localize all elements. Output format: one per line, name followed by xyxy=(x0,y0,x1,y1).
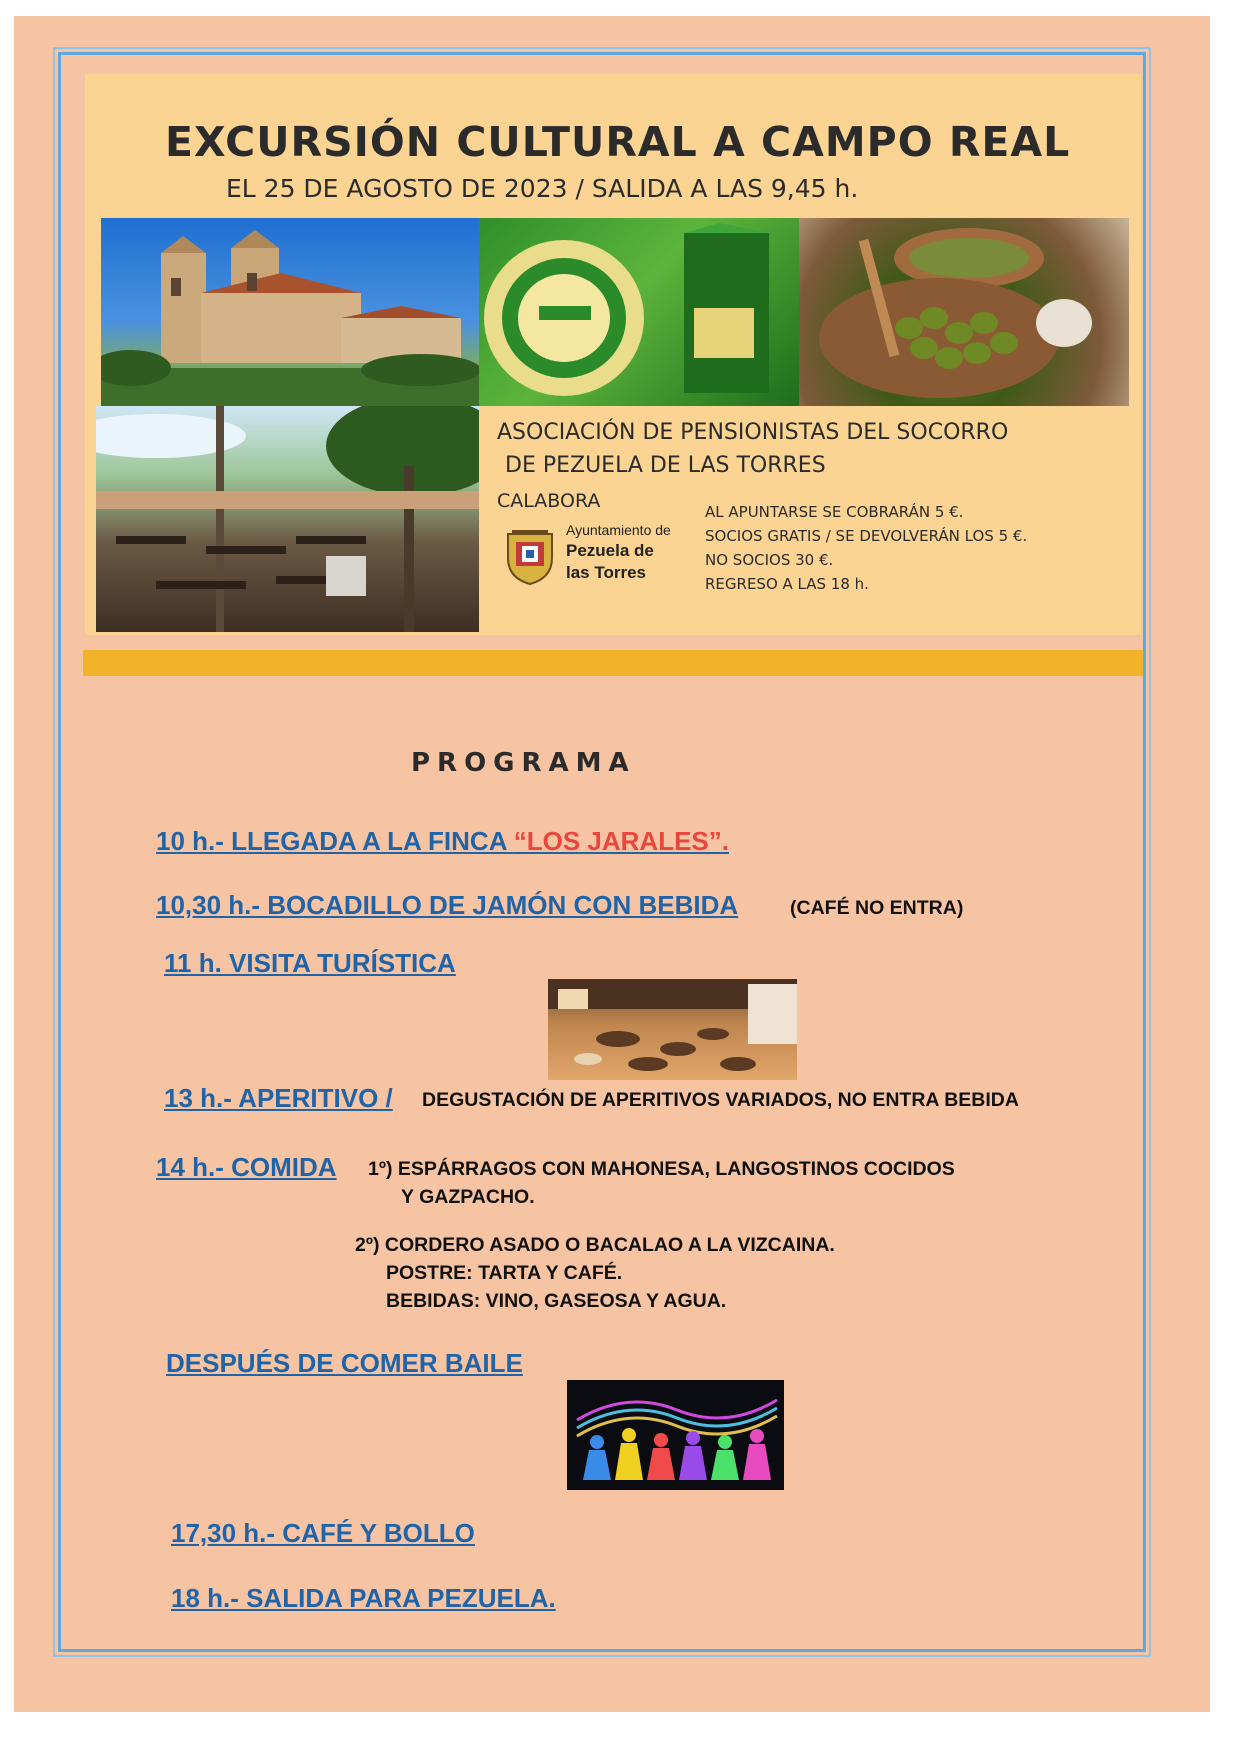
meal-dessert: POSTRE: TARTA Y CAFÉ. xyxy=(386,1262,623,1284)
info-fee: AL APUNTARSE SE COBRARÁN 5 €. xyxy=(705,503,964,521)
arrival-time-text: 10 h.- LLEGADA A LA FINCA xyxy=(156,826,507,856)
meal-drinks: BEBIDAS: VINO, GASEOSA Y AGUA. xyxy=(386,1290,727,1312)
snack-text: 10,30 h.- BOCADILLO DE JAMÓN CON BEBIDA xyxy=(156,890,739,920)
program-item-coffee: 17,30 h.- CAFÉ Y BOLLO xyxy=(171,1518,475,1548)
info-members: SOCIOS GRATIS / SE DEVOLVERÁN LOS 5 €. xyxy=(705,527,1028,545)
logo-text-line-1: Ayuntamiento de xyxy=(566,522,671,538)
info-non-members: NO SOCIOS 30 €. xyxy=(705,551,834,569)
program-item-visit: 11 h. VISITA TURÍSTICA xyxy=(164,948,456,978)
meal-text: 14 h.- COMIDA xyxy=(156,1152,337,1182)
meal-first-course-line-2: Y GAZPACHO. xyxy=(401,1186,535,1208)
church-photo xyxy=(101,218,479,406)
program-item-aperitif xyxy=(164,1083,393,1114)
museum-hall-photo xyxy=(548,979,797,1080)
program-heading: PROGRAMA xyxy=(411,748,636,778)
terrace-photo xyxy=(96,406,479,632)
program-item-departure: 18 h.- SALIDA PARA PEZUELA. xyxy=(171,1583,556,1613)
aperitif-text: 13 h.- APERITIVO xyxy=(164,1083,379,1113)
program-item-meal xyxy=(156,1152,337,1183)
logo-text-line-2: Pezuela de xyxy=(566,541,654,560)
meal-second-course: 2º) CORDERO ASADO O BACALAO A LA VIZCAINA. xyxy=(355,1234,835,1256)
sponsor-name: CALABORA xyxy=(497,490,601,512)
snack-note: (CAFÉ NO ENTRA) xyxy=(790,897,964,919)
meal-first-course-line-1: 1º) ESPÁRRAGOS CON MAHONESA, LANGOSTINOS COCIDOS xyxy=(368,1158,955,1180)
association-line-1: ASOCIACIÓN DE PENSIONISTAS DEL SOCORRO xyxy=(497,420,1009,445)
coat-of-arms-icon xyxy=(500,526,560,586)
arrival-place: “LOS JARALES”. xyxy=(513,826,729,856)
olives-photo xyxy=(799,218,1129,406)
program-item-arrival xyxy=(156,826,729,857)
dance-illustration xyxy=(567,1380,784,1490)
info-return: REGRESO A LAS 18 h. xyxy=(705,575,869,593)
cheese-photo xyxy=(479,218,799,406)
poster-subtitle: EL 25 DE AGOSTO DE 2023 / SALIDA A LAS 9,45 h. xyxy=(226,174,859,203)
logo-text-line-3: las Torres xyxy=(566,563,647,582)
program-item-dance: DESPUÉS DE COMER BAILE xyxy=(166,1348,523,1378)
aperitif-separator: / xyxy=(385,1083,393,1113)
program-item-snack xyxy=(156,890,738,921)
aperitif-note: DEGUSTACIÓN DE APERITIVOS VARIADOS, NO ENTRA BEBIDA xyxy=(422,1089,1019,1111)
poster-title: EXCURSIÓN CULTURAL A CAMPO REAL xyxy=(165,118,1071,166)
divider-band xyxy=(83,650,1143,676)
association-line-2: DE PEZUELA DE LAS TORRES xyxy=(505,453,826,478)
